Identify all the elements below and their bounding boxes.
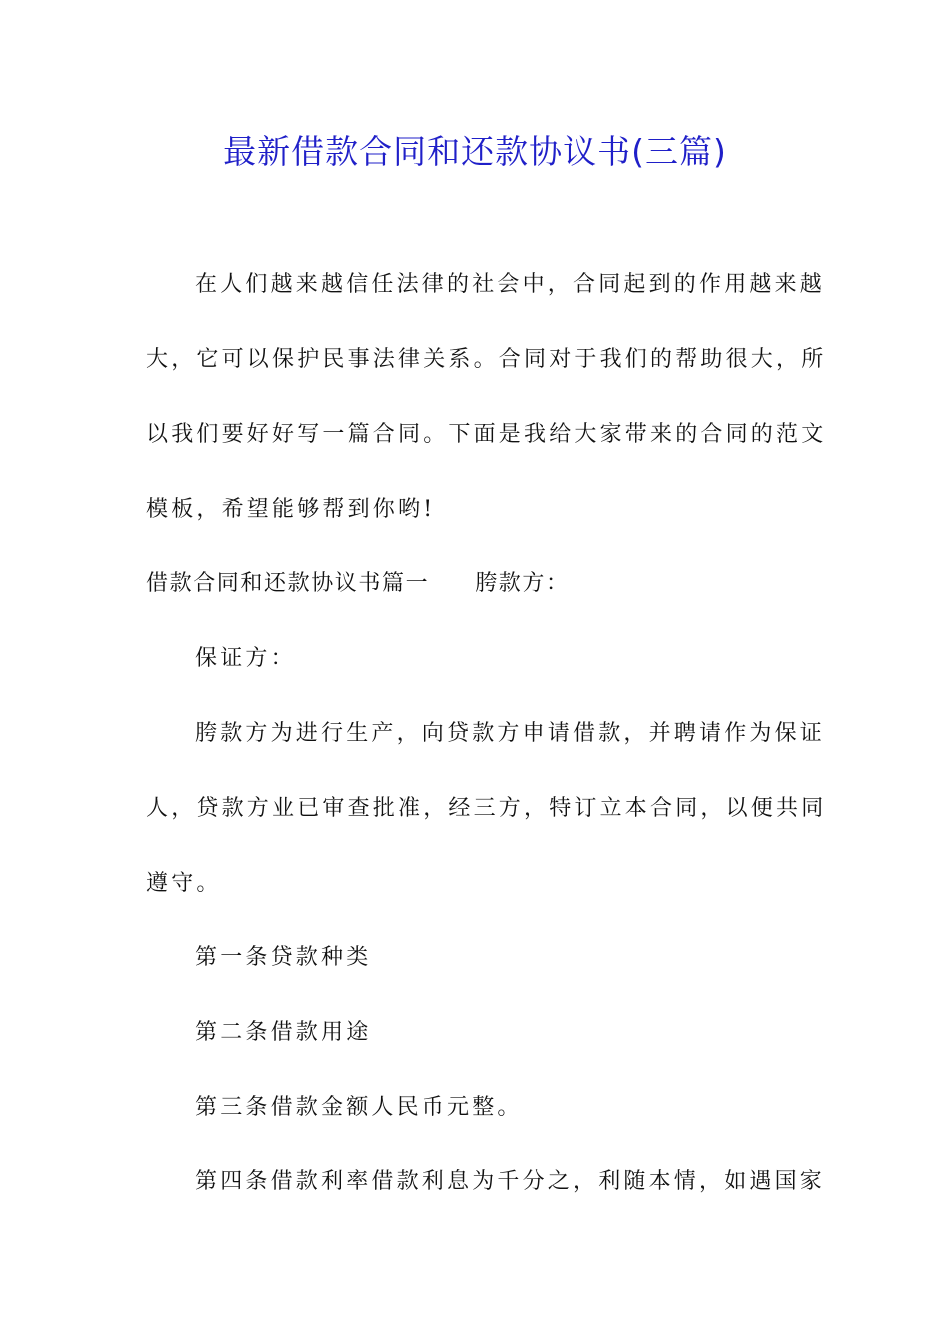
article-3: 第三条借款金额人民币元整。 xyxy=(195,1095,523,1120)
paragraph-line: 以我们要好好写一篇合同。下面是我给大家带来的合同的范文 xyxy=(146,422,827,447)
paragraph-line: 在人们越来越信任法律的社会中，合同起到的作用越来越 xyxy=(195,272,826,297)
paragraph-line: 胯款方为进行生产，向贷款方申请借款，并聘请作为保证 xyxy=(195,721,826,746)
document-title: 最新借款合同和还款协议书(三篇) xyxy=(223,132,727,171)
article-2: 第二条借款用途 xyxy=(195,1020,372,1045)
paragraph-line: 遵守。 xyxy=(146,871,222,896)
section-heading: 借款合同和还款协议书篇一 xyxy=(146,571,430,596)
paragraph-line: 人，贷款方业已审查批准，经三方，特订立本合同，以便共同 xyxy=(146,796,827,821)
paragraph-line: 模板，希望能够帮到你哟! xyxy=(146,497,436,522)
paragraph-line: 大，它可以保护民事法律关系。合同对于我们的帮助很大，所 xyxy=(146,347,827,372)
article-1: 第一条贷款种类 xyxy=(195,945,372,970)
borrower-label: 胯款方： xyxy=(475,571,570,596)
section-heading-line xyxy=(146,569,806,599)
guarantor-label: 保证方： xyxy=(195,646,296,671)
article-4: 第四条借款利率借款利息为千分之，利随本情，如遇国家 xyxy=(195,1169,826,1194)
